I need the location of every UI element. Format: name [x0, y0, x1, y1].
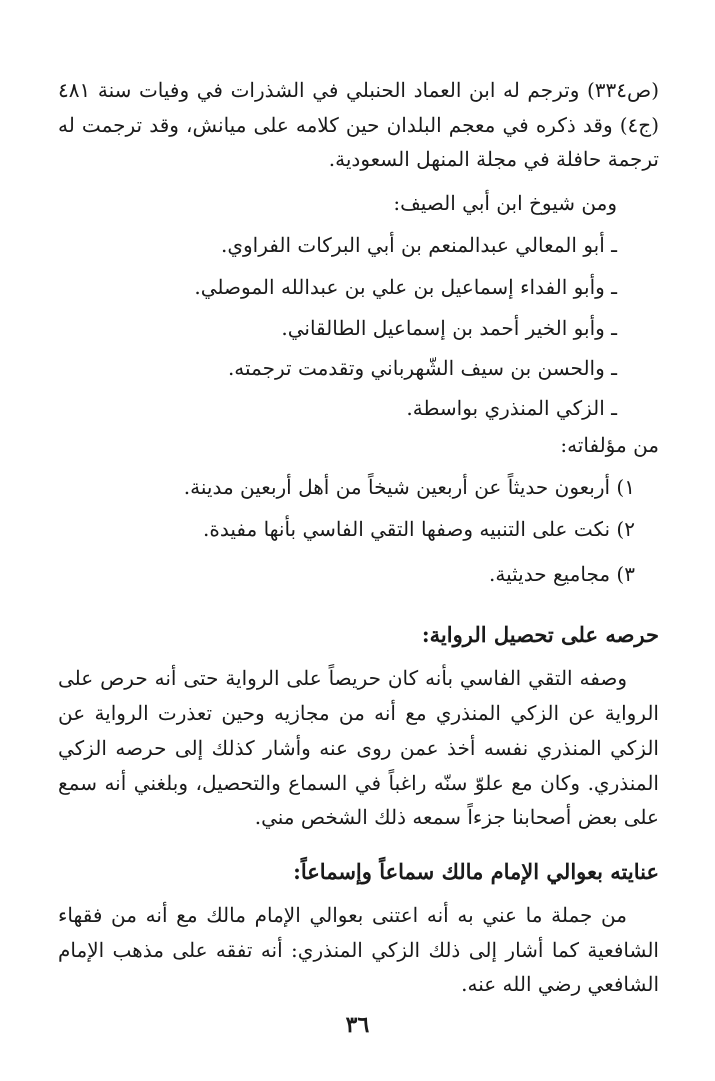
paragraph-line: المنذري. وكان مع علوّ سنّه راغباً في السماع والتحصيل، وبلغني أنه سمع: [58, 771, 659, 795]
works-item: ١) أربعون حديثاً عن أربعين شيخاً من أهل أربعين مدينة.: [183, 475, 635, 499]
sheikh-item: ـ وأبو الخير أحمد بن إسماعيل الطالقاني.: [281, 316, 617, 340]
paragraph-line: الرواية عن الزكي المنذري مع أنه من مجازيه وحين تعذرت الرواية عن: [58, 701, 659, 725]
intro-line-1: (ص٣٣٤) وترجم له ابن العماد الحنبلي في الشذرات في وفيات سنة ٤٨١: [58, 78, 659, 102]
sheikh-item: ـ والحسن بن سيف الشّهرباني وتقدمت ترجمته.: [227, 356, 617, 380]
works-intro: من مؤلفاته:: [560, 433, 659, 457]
page-number: ٣٦: [345, 1012, 370, 1038]
section-heading-malik: عنايته بعوالي الإمام مالك سماعاً وإسماعاً:: [293, 859, 659, 884]
sheikh-item: ـ أبو المعالي عبدالمنعم بن أبي البركات الفراوي.: [221, 233, 617, 257]
paragraph-line: الشافعية كما أشار إلى ذلك الزكي المنذري: أنه تفقه على مذهب الإمام: [58, 938, 659, 962]
paragraph-line: من جملة ما عني به أنه اعتنى بعوالي الإمام مالك مع أنه من فقهاء: [58, 903, 627, 927]
works-item: ٣) مجاميع حديثية.: [489, 562, 635, 586]
sheikhs-intro: ومن شيوخ ابن أبي الصيف:: [393, 191, 617, 215]
intro-line-3: ترجمة حافلة في مجلة المنهل السعودية.: [328, 147, 659, 171]
sheikh-item: ـ وأبو الفداء إسماعيل بن علي بن عبدالله الموصلي.: [194, 275, 617, 299]
sheikh-item: ـ الزكي المنذري بواسطة.: [406, 396, 617, 420]
paragraph-line: الزكي المنذري نفسه أخذ عمن روى عنه وأشار كذلك إلى حرصه الزكي: [58, 736, 659, 760]
paragraph-line: وصفه التقي الفاسي بأنه كان حريصاً على الرواية حتى أنه حرص على: [58, 666, 627, 690]
intro-line-2: (ج٤) وقد ذكره في معجم البلدان حين كلامه على ميانش، وقد ترجمت له: [58, 113, 659, 137]
paragraph-line: على بعض أصحابنا جزءاً سمعه ذلك الشخص مني.: [254, 805, 659, 829]
section-heading-narration: حرصه على تحصيل الرواية:: [421, 622, 659, 647]
paragraph-line: الشافعي رضي الله عنه.: [461, 972, 659, 996]
works-item: ٢) نكت على التنبيه وصفها التقي الفاسي بأنها مفيدة.: [203, 517, 635, 541]
